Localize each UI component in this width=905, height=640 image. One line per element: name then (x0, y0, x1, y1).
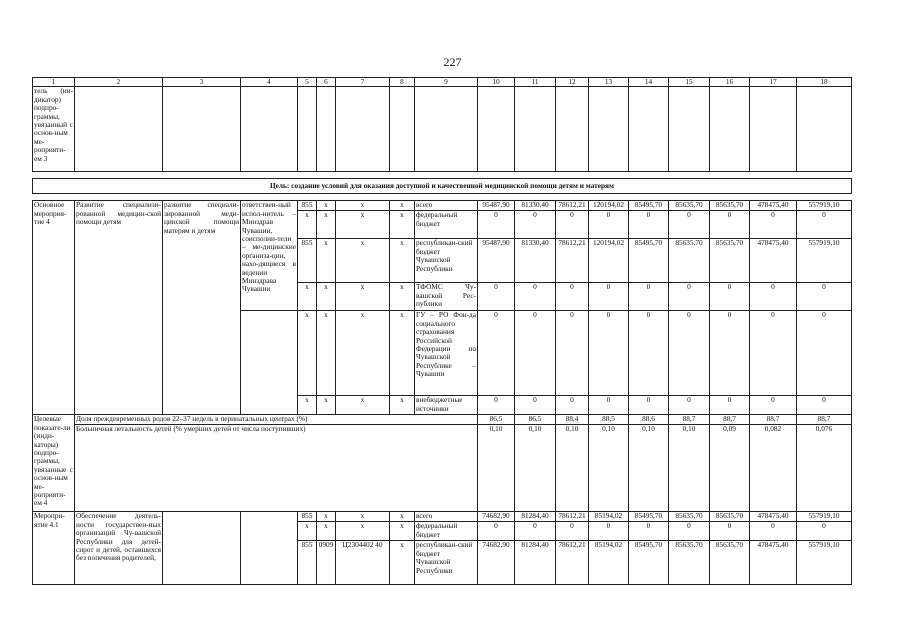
value-cell: 0 (669, 396, 710, 415)
value-cell: 81284,40 (515, 541, 556, 585)
value-cell: 0 (515, 522, 556, 541)
value-cell: 0 (710, 211, 750, 239)
section-cell: х (317, 201, 336, 211)
value-cell: 0,10 (478, 425, 515, 512)
value-cell: 0 (750, 311, 797, 396)
executor-cell-continued (241, 311, 298, 415)
value-cell: 0 (515, 211, 556, 239)
value-cell: 88,6 (629, 415, 669, 425)
value-cell: 0 (556, 522, 589, 541)
table-cell (797, 87, 852, 172)
expense-group-cell: х (390, 311, 415, 396)
measure-name: Обеспечение деятель-ности государствен-ных организаций Чу-вашской Республики для детей-сирот и детей, оставшихся без попечения родителей, (75, 512, 163, 585)
measure-name: Развитие специализи-рованной медицин-ской помощи детям (75, 201, 163, 415)
task-name (163, 512, 241, 585)
value-cell: 95487,90 (478, 201, 515, 211)
value-cell: 88,7 (750, 415, 797, 425)
value-cell: 0,09 (710, 425, 750, 512)
value-cell: 88,7 (797, 415, 852, 425)
indicator-label: Доля преждевременных родов 22–37 недель в перинатальных центрах (%) (75, 415, 478, 425)
value-cell: 478475,40 (750, 512, 797, 522)
funding-source-cell: внебюджетные источники (415, 396, 478, 415)
column-number: 2 (75, 78, 163, 87)
value-cell: 0 (556, 396, 589, 415)
expense-group-cell: х (390, 522, 415, 541)
page-number: 227 (443, 55, 462, 69)
row-label: тель (ин-дикатор) подпро-граммы, увязанный с основ-ным ме-роприяти-ем 3 (33, 87, 75, 172)
section-cell: 0909 (317, 541, 336, 585)
value-cell: 78612,21 (556, 201, 589, 211)
value-cell: 478475,40 (750, 541, 797, 585)
target-article-cell: х (336, 201, 390, 211)
value-cell: 0 (797, 283, 852, 311)
goal-heading: Цель: создание условий для оказания доступной и качественной медицинской помощи детям и матерям (33, 179, 852, 194)
column-number: 1 (33, 78, 75, 87)
value-cell: 85635,70 (669, 541, 710, 585)
section-cell: х (317, 396, 336, 415)
value-cell: 81284,40 (515, 512, 556, 522)
section-cell: х (317, 239, 336, 283)
spacer-row (33, 194, 852, 201)
value-cell: 0 (556, 211, 589, 239)
value-cell: 478475,40 (750, 201, 797, 211)
table-row (33, 512, 852, 522)
value-cell: 0 (478, 283, 515, 311)
value-cell: 0 (478, 311, 515, 396)
value-cell: 88,4 (556, 415, 589, 425)
value-cell: 81330,40 (515, 201, 556, 211)
table-row (33, 201, 852, 211)
value-cell: 86,5 (515, 415, 556, 425)
gr-code-cell: х (298, 522, 317, 541)
table-cell (750, 87, 797, 172)
value-cell: 85635,70 (669, 201, 710, 211)
column-number: 12 (556, 78, 589, 87)
value-cell: 0 (515, 311, 556, 396)
target-row (33, 415, 852, 425)
continuation-row (33, 87, 852, 172)
section-cell: х (317, 283, 336, 311)
target-article-cell: х (336, 311, 390, 396)
value-cell: 0,10 (556, 425, 589, 512)
value-cell: 0,10 (515, 425, 556, 512)
value-cell: 0 (710, 522, 750, 541)
value-cell: 0,10 (629, 425, 669, 512)
target-article-cell: х (336, 396, 390, 415)
column-number: 3 (163, 78, 241, 87)
value-cell: 85635,70 (710, 512, 750, 522)
expense-group-cell: х (390, 201, 415, 211)
value-cell: 0,10 (589, 425, 629, 512)
value-cell: 0 (556, 283, 589, 311)
target-article-cell: х (336, 211, 390, 239)
value-cell: 85635,70 (669, 239, 710, 283)
column-number: 4 (241, 78, 298, 87)
spacer-row (33, 172, 852, 179)
column-number: 6 (317, 78, 336, 87)
table-cell (515, 87, 556, 172)
value-cell: 0 (669, 522, 710, 541)
value-cell: 557919,10 (797, 541, 852, 585)
goal-row (33, 179, 852, 194)
table-cell (556, 87, 589, 172)
funding-source-cell: всего (415, 201, 478, 211)
column-number: 13 (589, 78, 629, 87)
value-cell: 0 (669, 211, 710, 239)
target-article-cell: х (336, 522, 390, 541)
value-cell: 0 (478, 396, 515, 415)
value-cell: 95487,90 (478, 239, 515, 283)
executor-cell (241, 512, 298, 585)
value-cell: 0,10 (669, 425, 710, 512)
value-cell: 0 (629, 522, 669, 541)
value-cell: 120194,02 (589, 201, 629, 211)
value-cell: 85495,70 (629, 512, 669, 522)
value-cell: 120194,02 (589, 239, 629, 283)
table-cell (298, 87, 317, 172)
value-cell: 85635,70 (669, 512, 710, 522)
value-cell: 0 (710, 311, 750, 396)
value-cell: 78612,21 (556, 239, 589, 283)
table-cell (589, 87, 629, 172)
table-cell (629, 87, 669, 172)
table-cell (415, 87, 478, 172)
table-cell (336, 87, 390, 172)
indicator-label: Больничная летальность детей (% умерших детей от числа поступивших) (75, 425, 478, 512)
header-row (33, 78, 852, 87)
value-cell: 85495,70 (629, 201, 669, 211)
value-cell: 78612,21 (556, 512, 589, 522)
target-article-cell: х (336, 283, 390, 311)
value-cell: 0 (478, 211, 515, 239)
value-cell: 0 (629, 311, 669, 396)
column-number: 15 (669, 78, 710, 87)
section-cell: х (317, 512, 336, 522)
column-number: 7 (336, 78, 390, 87)
row-label: Меропри-ятие 4.1 (33, 512, 75, 585)
funding-source-cell: республикан-ский бюджет Чувашской Республики (415, 239, 478, 283)
value-cell: 74682,90 (478, 512, 515, 522)
value-cell: 85194,02 (589, 541, 629, 585)
value-cell: 0 (589, 396, 629, 415)
row-label: Основное мероприя-тие 4 (33, 201, 75, 415)
value-cell: 0 (589, 311, 629, 396)
table-cell (390, 87, 415, 172)
value-cell: 88,7 (669, 415, 710, 425)
value-cell: 0 (710, 396, 750, 415)
expense-group-cell: х (390, 541, 415, 585)
expense-group-cell: х (390, 283, 415, 311)
budget-table (32, 77, 852, 585)
value-cell: 0 (629, 396, 669, 415)
value-cell: 0 (589, 211, 629, 239)
funding-source-cell: ТФОМС Чу-вашской Рес-публики (415, 283, 478, 311)
funding-source-cell: республикан-ский бюджет Чувашской Республики (415, 541, 478, 585)
column-number: 8 (390, 78, 415, 87)
value-cell: 0 (478, 522, 515, 541)
funding-source-cell: всего (415, 512, 478, 522)
task-name: развитие специали-зированной меди-цинской помощи матерям и детям (163, 201, 241, 415)
target-article-cell: Ц2304402 40 (336, 541, 390, 585)
value-cell: 85635,70 (710, 239, 750, 283)
value-cell: 0 (750, 396, 797, 415)
target-article-cell: х (336, 239, 390, 283)
column-number: 14 (629, 78, 669, 87)
value-cell: 0 (515, 396, 556, 415)
target-row (33, 425, 852, 512)
value-cell: 81330,40 (515, 239, 556, 283)
value-cell: 0 (797, 311, 852, 396)
expense-group-cell: х (390, 239, 415, 283)
expense-group-cell: х (390, 512, 415, 522)
value-cell: 0 (589, 283, 629, 311)
funding-source-cell: федеральный бюджет (415, 211, 478, 239)
value-cell: 88,5 (589, 415, 629, 425)
table-cell (163, 87, 241, 172)
column-number: 9 (415, 78, 478, 87)
section-cell: х (317, 211, 336, 239)
value-cell: 78612,21 (556, 541, 589, 585)
gr-code-cell: 855 (298, 201, 317, 211)
column-number: 16 (710, 78, 750, 87)
gr-code-cell: х (298, 311, 317, 396)
value-cell: 0,082 (750, 425, 797, 512)
value-cell: 0 (710, 283, 750, 311)
value-cell: 557919,10 (797, 239, 852, 283)
gr-code-cell: 855 (298, 541, 317, 585)
value-cell: 86,5 (478, 415, 515, 425)
gr-code-cell: х (298, 283, 317, 311)
value-cell: 0 (629, 283, 669, 311)
value-cell: 0 (669, 311, 710, 396)
value-cell: 0 (797, 522, 852, 541)
value-cell: 85495,70 (629, 239, 669, 283)
spacer (33, 172, 852, 179)
column-number: 17 (750, 78, 797, 87)
row-label: Целевые показате-ли (инди-каторы) подпро-граммы, увязанные с основ-ным ме-роприяти-ем 4 (33, 415, 75, 512)
gr-code-cell: 855 (298, 239, 317, 283)
expense-group-cell: х (390, 396, 415, 415)
value-cell: 0,076 (797, 425, 852, 512)
value-cell: 85635,70 (710, 541, 750, 585)
table-cell (241, 87, 298, 172)
table-cell (317, 87, 336, 172)
gr-code-cell: х (298, 396, 317, 415)
value-cell: 0 (750, 522, 797, 541)
section-cell: х (317, 311, 336, 396)
value-cell: 0 (669, 283, 710, 311)
column-number: 11 (515, 78, 556, 87)
column-number: 10 (478, 78, 515, 87)
value-cell: 0 (589, 522, 629, 541)
funding-source-cell: федеральный бюджет (415, 522, 478, 541)
spacer (33, 194, 852, 201)
value-cell: 85194,02 (589, 512, 629, 522)
table-cell (669, 87, 710, 172)
table-cell (75, 87, 163, 172)
value-cell: 478475,40 (750, 239, 797, 283)
value-cell: 0 (797, 396, 852, 415)
section-cell: х (317, 522, 336, 541)
value-cell: 88,7 (710, 415, 750, 425)
value-cell: 0 (797, 211, 852, 239)
value-cell: 0 (750, 283, 797, 311)
funding-source-cell: ГУ – РО Фон-да социального страхования Российской Федерации по Чувашской Республике – Чувашии (415, 311, 478, 396)
value-cell: 85495,70 (629, 541, 669, 585)
table-cell (478, 87, 515, 172)
target-article-cell: х (336, 512, 390, 522)
gr-code-cell: х (298, 211, 317, 239)
column-number: 5 (298, 78, 317, 87)
executor-cell: ответствен-ный испол-нитель – Минздрав Чувашии, соисполни-тели – ме-дицинские организа-ции, нахо-дящиеся в ведении Минздрава Чувашии (241, 201, 298, 311)
value-cell: 557919,10 (797, 201, 852, 211)
expense-group-cell: х (390, 211, 415, 239)
table-cell (710, 87, 750, 172)
value-cell: 557919,10 (797, 512, 852, 522)
value-cell: 0 (556, 311, 589, 396)
value-cell: 0 (750, 211, 797, 239)
gr-code-cell: 855 (298, 512, 317, 522)
value-cell: 85635,70 (710, 201, 750, 211)
value-cell: 0 (515, 283, 556, 311)
column-number: 18 (797, 78, 852, 87)
value-cell: 74682,90 (478, 541, 515, 585)
value-cell: 0 (629, 211, 669, 239)
